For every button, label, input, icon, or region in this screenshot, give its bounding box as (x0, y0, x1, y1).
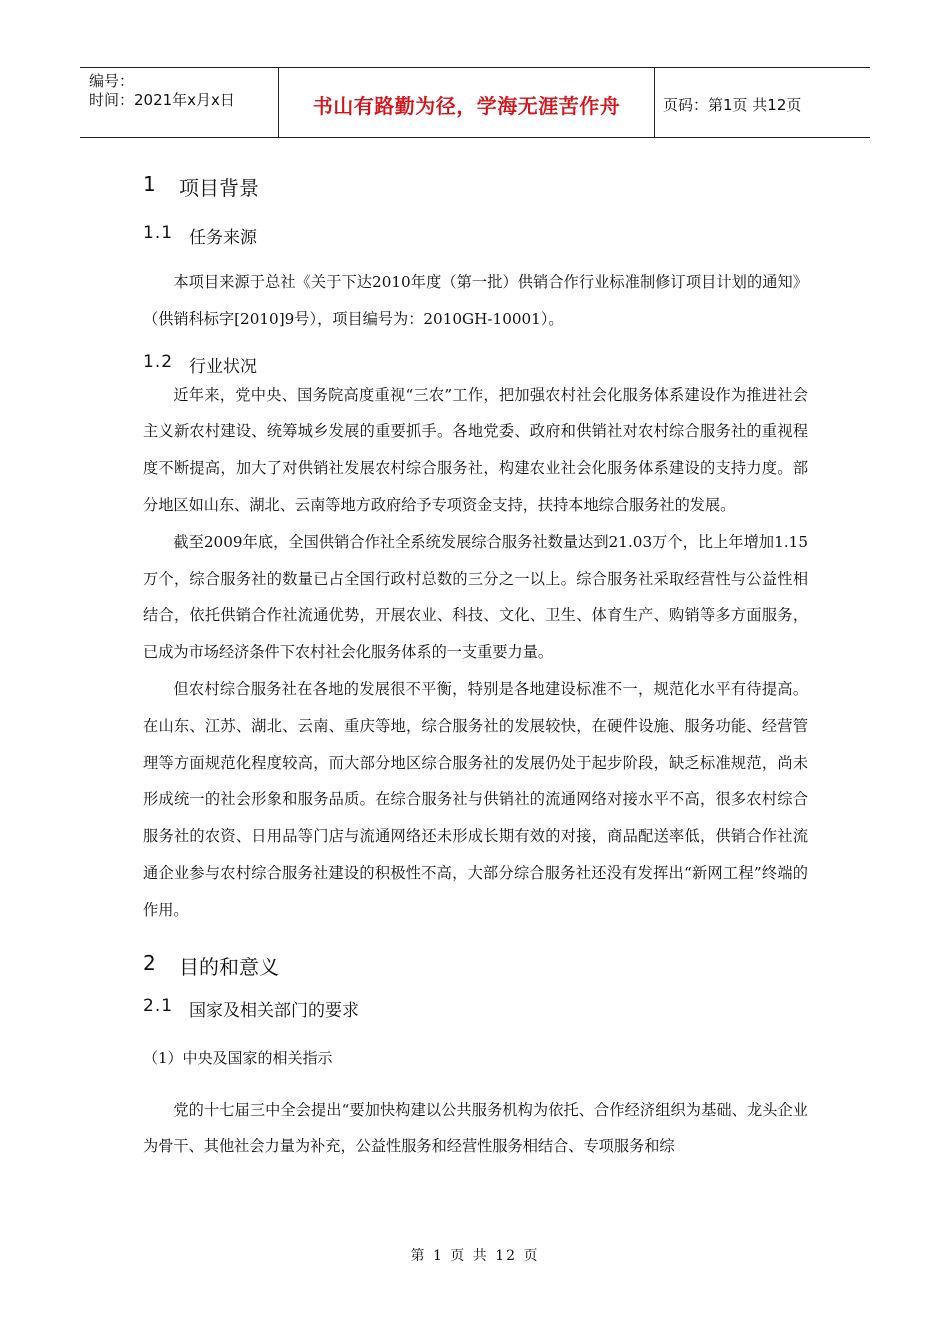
header-motto: 书山有路勤为径，学海无涯苦作舟 (279, 68, 655, 137)
section-title: 国家及相关部门的要求 (189, 1000, 359, 1021)
section-number: 1.2 (143, 351, 174, 372)
section-1-1-heading (143, 223, 808, 248)
header-page-info: 页码：第1页 共12页 (663, 96, 802, 114)
section-number: 1.1 (143, 223, 174, 243)
section-2-heading (143, 951, 808, 980)
document-header (80, 67, 870, 138)
header-meta (80, 68, 279, 137)
section-title: 项目背景 (179, 176, 259, 200)
page-footer: 第 1 页 共 12 页 (410, 1248, 540, 1264)
section-title: 行业状况 (189, 356, 257, 377)
paragraph: 本项目来源于总社《关于下达2010年度（第一批）供销合作行业标准制修订项目计划的通知》（供销科标字[2010]9号），项目编号为：2010GH-10001）。 (143, 273, 808, 328)
section-number: 1 (143, 172, 156, 196)
section-1-2-heading (143, 352, 808, 377)
paragraph: 截至2009年底，全国供销合作社全系统发展综合服务社数量达到21.03万个，比上年增加1.15万个，综合服务社的数量已占全国行政村总数的三分之一以上。综合服务社采取经营性与公益性相结合，依托供销合作社流通优势，开展农业、科技、文化、卫生、体育生产、购销等多方面服务，已成为市场经济条件下农村社会化服务体系的一支重要力量。 (143, 532, 808, 662)
section-number: 2 (143, 950, 156, 975)
header-number-label: 编号： (89, 72, 135, 90)
subheading: （1）中央及国家的相关指示 (143, 1048, 333, 1067)
paragraph: 但农村综合服务社在各地的发展很不平衡，特别是各地建设标准不一，规范化水平有待提高。在山东、江苏、湖北、云南、重庆等地，综合服务社的发展较快，在硬件设施、服务功能、经营管理等方面规范化程度较高，而大部分地区综合服务社的发展仍处于起步阶段，缺乏标准规范，尚未形成统一的社会形象和服务品质。在综合服务社与供销社的流通网络对接水平不高，很多农村综合服务社的农资、日用品等门店与流通网络还未形成长期有效的对接，商品配送率低，供销合作社流通企业参与农村综合服务社建设的积极性不高，大部分综合服务社还没有发挥出“新网工程”终端的作用。 (143, 679, 808, 919)
section-title: 目的和意义 (179, 954, 279, 979)
section-title: 任务来源 (189, 228, 257, 248)
header-date: 时间：2021年x月x日 (89, 91, 235, 109)
section-1-heading (143, 172, 808, 201)
section-2-1-heading (143, 996, 808, 1021)
paragraph: 近年来，党中央、国务院高度重视“三农”工作，把加强农村社会化服务体系建设作为推进社会主义新农村建设、统筹城乡发展的重要抓手。各地党委、政府和供销社对农村综合服务社的重视程度不断提高，加大了对供销社发展农村综合服务社，构建农业社会化服务体系建设的支持力度。部分地区如山东、湖北、云南等地方政府给予专项资金支持，扶持本地综合服务社的发展。 (143, 385, 808, 514)
section-number: 2.1 (143, 995, 174, 1016)
paragraph: 党的十七届三中全会提出“要加快构建以公共服务机构为依托、合作经济组织为基础、龙头企业为骨干、其他社会力量为补充，公益性服务和经营性服务相结合、专项服务和综 (143, 1100, 808, 1156)
document-body (143, 172, 808, 1165)
